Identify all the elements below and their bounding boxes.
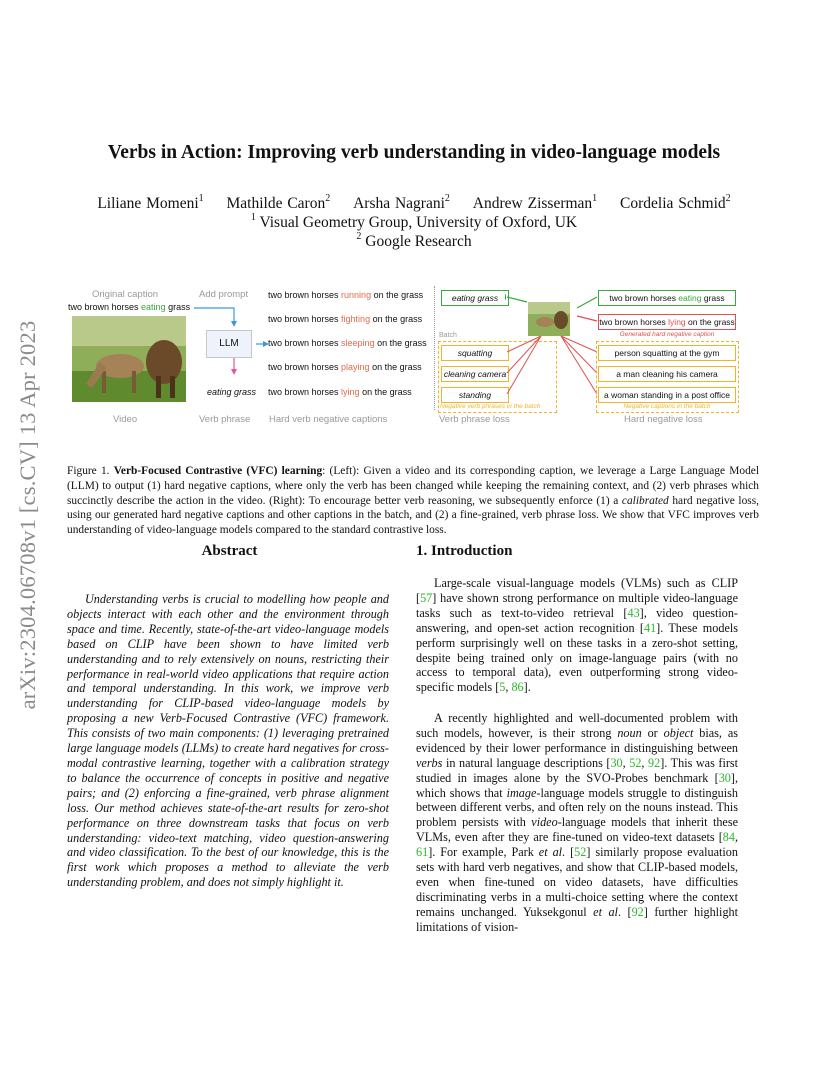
emphasis: verbs <box>416 755 443 770</box>
intro-paragraph: A recently highlighted and well-documented problem with such models, however, is their strong noun or object bias, as evidenced by their lower performance in distinguishing between verbs in natural language descriptions [30, 52, 92]. This was first studied in images alone by the SVO-Probes benchmark [30], which shows that image-language models struggle to distinguish between different verbs, and often rely on the nouns instead. This problem persists with video-language models that inherit these VLMs, even after they are fine-tuned on video-text datasets [84, 61]. For example, Park et al. [52] similarly propose evaluation sets with hard verb negatives, and show that CLIP-based models, even when fine-tuned on video datasets, have difficulties discriminating verbs in a multi-choice setting where the context remains unchanged. Yuksekgonul et al. [92] further highlight limitations of vision- <box>416 711 739 934</box>
emphasis: video <box>531 815 558 830</box>
separator <box>434 286 435 410</box>
emphasis: et al <box>593 904 618 919</box>
footer-hard-negatives: Hard verb negative captions <box>269 414 388 425</box>
hard-negative-caption: two brown horses sleeping on the grass <box>268 338 427 348</box>
author: Arsha Nagrani$^2$ <box>353 193 450 212</box>
hard-negative-caption: two brown horses playing on the grass <box>268 362 422 372</box>
citation-link[interactable]: 5 <box>499 680 506 695</box>
author: Mathilde Caron$^2$ <box>226 193 331 212</box>
emphasis: et al <box>538 845 563 860</box>
footer-phrase-loss: Verb phrase loss <box>439 414 510 425</box>
author: Cordelia Schmid$^2$ <box>620 193 731 212</box>
caption-positive: two brown horses eating grass <box>598 290 736 306</box>
citation-link[interactable]: 43 <box>627 605 640 620</box>
caption-negative: a man cleaning his camera <box>598 366 736 382</box>
caption-negative: person squatting at the gym <box>598 345 736 361</box>
add-prompt-label: Add prompt <box>199 289 249 300</box>
original-caption: two brown horses eating grass <box>68 302 191 312</box>
citation-link[interactable]: 61 <box>416 845 429 860</box>
verb-phrase-positive: eating grass <box>441 290 509 306</box>
figure-1 <box>0 0 828 460</box>
verb-phrase-negative: cleaning camera <box>441 366 509 382</box>
intro-paragraph: Large-scale visual-language models (VLMs) such as CLIP [57] have shown strong performance on multiple video-language tasks such as text-to-video retrieval [43], video question-answering, and open-set action recognition [41]. These models perform surprisingly well on these tasks in a zero-shot setting, despite being trained only on image-language pairs (with no access to temporal data), even outperforming strong video-specific models [5, 86]. <box>416 576 738 695</box>
arxiv-stamp: arXiv:2304.06708v1 [cs.CV] 13 Apr 2023 <box>15 320 40 710</box>
author: Andrew Zisserman$^1$ <box>472 193 598 212</box>
emphasis: noun <box>617 725 642 740</box>
caption-hard-negative: two brown horses lying on the grass <box>598 314 736 330</box>
hard-negative-caption: two brown horses running on the grass <box>268 290 424 300</box>
author: Liliane Momeni$^1$ <box>97 193 204 212</box>
citation-link[interactable]: 30 <box>718 770 731 785</box>
hard-negative-caption: two brown horses lying on the grass <box>268 387 412 397</box>
citation-link[interactable]: 86 <box>511 680 524 695</box>
abstract-heading: Abstract <box>201 543 258 559</box>
citation-link[interactable]: 41 <box>643 620 657 635</box>
verb-phrase-negative: standing <box>441 387 509 403</box>
citation-link[interactable]: 92 <box>648 755 661 770</box>
hard-negative-label: Generated hard negative caption <box>619 331 715 338</box>
verb-phrase-negative: squatting <box>441 345 509 361</box>
citation-link[interactable]: 84 <box>722 830 735 845</box>
affiliation: $^1$ Visual Geometry Group, University of Oxford, UK <box>250 212 578 231</box>
citation-link[interactable]: 57 <box>420 590 433 605</box>
figure-caption: Figure 1. Verb-Focused Contrastive (VFC) learning: (Left): Given a video and its corresponding caption, we leverage a Large Language Model (LLM) to output (1) hard negative captions, where only the verb has been changed while keeping the remaining context, and (2) verb phrases which succinctly describe the action in the video. (Right): To encourage better verb reasoning, we subsequently enforce (1) a calibrated hard negative loss, using our generated hard negative captions and other captions in the batch, and (2) a fine-grained, verb phrase loss. We show that VFC improves verb understanding of video-language models compared to the standard contrastive loss. <box>67 465 759 537</box>
video-thumbnail <box>72 316 186 402</box>
caption-negative: a woman standing in a post office <box>598 387 736 403</box>
citation-link[interactable]: 52 <box>629 755 642 770</box>
emphasis: image <box>506 785 537 800</box>
citation-link[interactable]: 92 <box>631 904 644 919</box>
original-caption-label: Original caption <box>92 289 159 300</box>
affiliation: $^2$ Google Research <box>356 231 472 250</box>
citation-link[interactable]: 52 <box>574 845 587 860</box>
negative-captions-label: Negative captions in the batch <box>623 403 711 410</box>
llm-box: LLM <box>206 330 252 358</box>
footer-hard-loss: Hard negative loss <box>624 414 703 425</box>
paper-title: Verbs in Action: Improving verb understanding in video-language models <box>107 142 721 163</box>
footer-verb-phrase: Verb phrase <box>199 414 251 425</box>
loss-arrows <box>505 288 601 408</box>
intro-heading: 1. Introduction <box>416 543 513 559</box>
citation-link[interactable]: 30 <box>610 755 623 770</box>
footer-video: Video <box>113 414 138 425</box>
negative-phrases-label: Negative verb phrases in the batch <box>440 403 541 410</box>
abstract-text: Understanding verbs is crucial to modelling how people and objects interact with each other and the environment through space and time. Recently, state-of-the-art video-language models based on CLIP have been shown to have limited verb understanding and to rely extensively on nouns, restricting their performance in real-world video applications that require action and temporal understanding. In this work, we improve verb understanding for CLIP-based video-language models by proposing a new Verb-Focused Contrastive (VFC) framework. This consists of two main components: (1) leveraging pretrained large language models (LLMs) to create hard negatives for cross-modal contrastive learning, together with a calibration strategy to balance the occurrence of concepts in positive and negative pairs; and (2) enforcing a fine-grained, verb phrase alignment loss. Our method achieves state-of-the-art results for zero-shot performance on three downstream tasks that focus on verb understanding: video-text matching, video question-answering and video classification. To the best of our knowledge, this is the first work which proposes a method to alleviate the verb understanding problem, and does not simply highlight it. <box>67 592 389 890</box>
verb-phrase: eating grass <box>207 387 257 397</box>
batch-label: Batch <box>439 332 457 339</box>
emphasis: object <box>663 725 694 740</box>
hard-negative-caption: two brown horses fighting on the grass <box>268 314 423 324</box>
